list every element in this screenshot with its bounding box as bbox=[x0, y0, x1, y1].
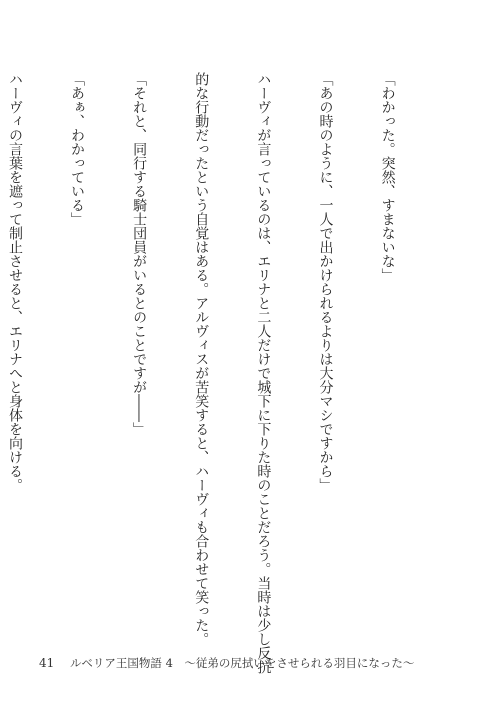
text-line: ハーヴィが言っているのは、エリナと二人だけで城下に下りた時のことだろう。当時は少し反抗 bbox=[255, 72, 272, 674]
text-line: 「わかった。突然、すまないな」 bbox=[379, 72, 396, 282]
page-footer bbox=[39, 655, 414, 671]
page-number: 41 bbox=[39, 656, 55, 670]
text-line: 「それと、同行する騎士団員がいるとのことですが――」 bbox=[131, 72, 148, 436]
text-line: ハーヴィの言葉を遮って制止させると、エリナへと身体を向ける。 bbox=[6, 72, 23, 492]
text-line: 「あぁ、わかっている」 bbox=[69, 72, 86, 226]
running-title: ルベリア王国物語 4 ～従弟の尻拭いをさせられる羽目になった～ bbox=[69, 656, 415, 670]
text-line: 「あの時のように、一人で出かけられるよりは大分マシですから」 bbox=[317, 72, 334, 492]
text-line: 的な行動だったという自覚はある。アルヴィスが苦笑すると、ハーヴィも合わせて笑った。 bbox=[193, 72, 210, 646]
